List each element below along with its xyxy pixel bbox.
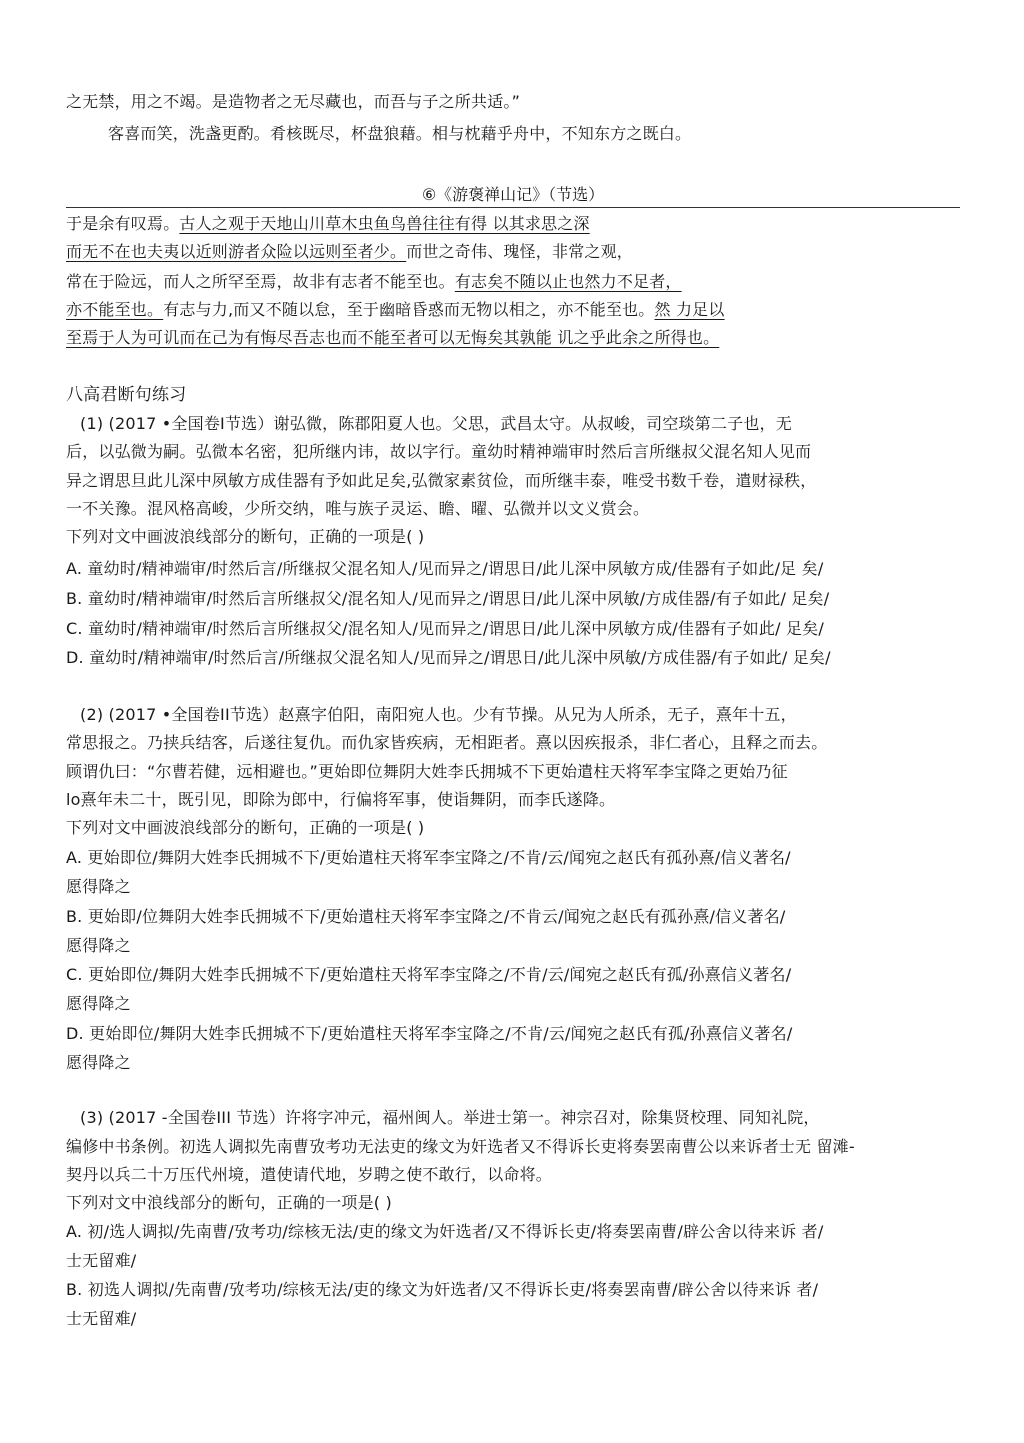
- question-line: (3) (2017 -全国卷III 节选）许将字冲元，福州闽人。举进士第一。神宗召对，除集贤校理、同知礼院，: [80, 1108, 820, 1127]
- option-b: B. 初选人调拟/先南曹/攷考功/综核无法/吏的缘文为奸选者/又不得诉长吏/将奏罢南曹/辟公舍以待来诉 者/: [66, 1280, 819, 1299]
- option-d: D. 更始即位/舞阴大姓李氏拥城不下/更始遣柱天将军李宝降之/不肯/云/闻宛之赵氏有孤/孙熹信义著名/: [66, 1024, 793, 1043]
- underlined-span: 而无不在也夫夷以近则游者众险以远则至者少。: [66, 242, 407, 261]
- underlined-span: 古人之观于天地山川草木虫鱼鸟兽往往有得 以其求思之深: [179, 214, 590, 233]
- divider: [66, 207, 960, 208]
- option-d: D. 童幼时/精神端审/时然后言/所继叔父混名知人/见而异之/谓思日/此儿深中夙敏/方成佳器/有子如此/ 足矣/: [66, 648, 831, 667]
- question-line: 异之谓思旦此儿深中夙敏方成佳器有予如此足矣,弘微家素贫俭，而所继丰泰，唯受书数千卷，遣财禄秩，: [66, 471, 817, 490]
- text-line: [66, 242, 633, 262]
- underlined-span: 然 力足以: [654, 300, 725, 319]
- text-line: 之无禁，用之不竭。是造物者之无尽藏也，而吾与子之所共适。”: [66, 92, 521, 111]
- option-b-cont: 士无留难/: [66, 1309, 137, 1328]
- option-c: C. 童幼时/精神端审/时然后言所继叔父/混名知人/见而异之/谓思日/此儿深中夙敏方成/佳器有子如此/ 足矣/: [66, 619, 824, 638]
- underlined-span: 亦不能至也。: [66, 300, 164, 319]
- question-stem: 下列对文中画波浪线部分的断句，正确的一项是( ): [66, 818, 425, 837]
- question-line: (2) (2017 •全国卷II节选）赵熹字伯阳，南阳宛人也。少有节操。从兄为人所杀，无子，熹年十五，: [80, 705, 797, 724]
- question-line: 后，以弘微为嗣。弘微本名密，犯所继内讳，故以字行。童幼时精神端审时然后言所继叔父混名知人见而: [66, 442, 812, 461]
- option-a: A. 初/选人调拟/先南曹/攷考功/综核无法/吏的缘文为奸选者/又不得诉长吏/将奏罢南曹/辟公舍以待来诉 者/: [66, 1222, 824, 1241]
- question-line: lo熹年未二十，既引见，即除为郎中，行偏将军事，使诣舞阴，而李氏遂降。: [66, 790, 616, 809]
- option-c: C. 更始即位/舞阴大姓李氏拥城不下/更始遣柱天将军李宝降之/不肯/云/闻宛之赵氏有孤/孙熹信义著名/: [66, 965, 792, 984]
- option-a: A. 童幼时/精神端审/时然后言/所继叔父混名知人/见而异之/谓思日/此儿深中夙敏方成/佳器有子如此/足 矣/: [66, 559, 824, 578]
- text-line: [66, 300, 725, 320]
- passage-title: ⑥《游褒禅山记》（节选）: [421, 185, 605, 204]
- option-d-cont: 愿得降之: [66, 1053, 131, 1072]
- text-line: 客喜而笑，洗盏更酌。肴核既尽，杯盘狼藉。相与枕藉乎舟中，不知东方之既白。: [108, 124, 692, 143]
- question-line: (1) (2017 •全国卷I节选）谢弘微，陈郡阳夏人也。父思，武昌太守。从叔峻，司空琰第二子也，无: [80, 414, 792, 433]
- text-line: 至焉于人为可讥而在己为有悔尽吾志也而不能至者可以无悔矣其孰能 讥之乎此余之所得也。: [66, 328, 720, 347]
- option-a: A. 更始即位/舞阴大姓李氏拥城不下/更始遣柱天将军李宝降之/不肯/云/闻宛之赵氏有孤孙熹/信义著名/: [66, 848, 791, 867]
- option-a-cont: 士无留难/: [66, 1251, 137, 1270]
- question-line: 编修中书条例。初选人调拟先南曹攷考功无法吏的缘文为奸选者又不得诉长吏将奏罢南曹公以来诉者士无 留滩-: [66, 1137, 855, 1156]
- option-c-cont: 愿得降之: [66, 994, 131, 1013]
- question-stem: 下列对文中浪线部分的断句，正确的一项是( ): [66, 1193, 392, 1212]
- text-span: 有志与力,而又不随以怠，至于幽暗昏惑而无物以相之，亦不能至也。: [163, 300, 655, 319]
- text-span: 常在于险远，而人之所罕至焉，故非有志者不能至也。: [66, 272, 455, 291]
- text-span: 而世之奇伟、瑰怪，非常之观，: [406, 242, 634, 261]
- option-b-cont: 愿得降之: [66, 936, 131, 955]
- text-line: [66, 214, 590, 234]
- question-stem: 下列对文中画波浪线部分的断句，正确的一项是( ): [66, 527, 425, 546]
- option-a-cont: 愿得降之: [66, 877, 131, 896]
- option-b: B. 童幼时/精神端审/时然后言所继叔父/混名知人/见而异之/谓思日/此儿深中夙敏/方成佳器/有子如此/ 足矣/: [66, 589, 830, 608]
- question-line: 契丹以兵二十万压代州境，遣使请代地，岁聘之使不敢行，以命将。: [66, 1165, 553, 1184]
- underlined-span: 有志矣不随以止也然力不足者，: [454, 272, 682, 291]
- option-b: B. 更始即/位舞阴大姓李氏拥城不下/更始遣柱天将军李宝降之/不肯云/闻宛之赵氏有孤孙熹/信义著名/: [66, 907, 786, 926]
- text-span: 于是余有叹焉。: [66, 214, 180, 233]
- question-line: 顾谓仇曰：“尔曹若健，远相避也。”更始即位舞阴大姓李氏拥城不下更始遣柱天将军李宝降之更始乃征: [66, 762, 788, 781]
- question-line: 常思报之。乃挟兵结客，后遂往复仇。而仇家皆疾病，无相距者。熹以因疾报杀，非仁者心，且释之而去。: [66, 733, 828, 752]
- text-line: [66, 272, 682, 292]
- question-line: 一不关豫。混风格高峻，少所交纳，唯与族子灵运、瞻、曜、弘微并以文义赏会。: [66, 499, 650, 518]
- section-heading: 八高君断句练习: [66, 385, 187, 405]
